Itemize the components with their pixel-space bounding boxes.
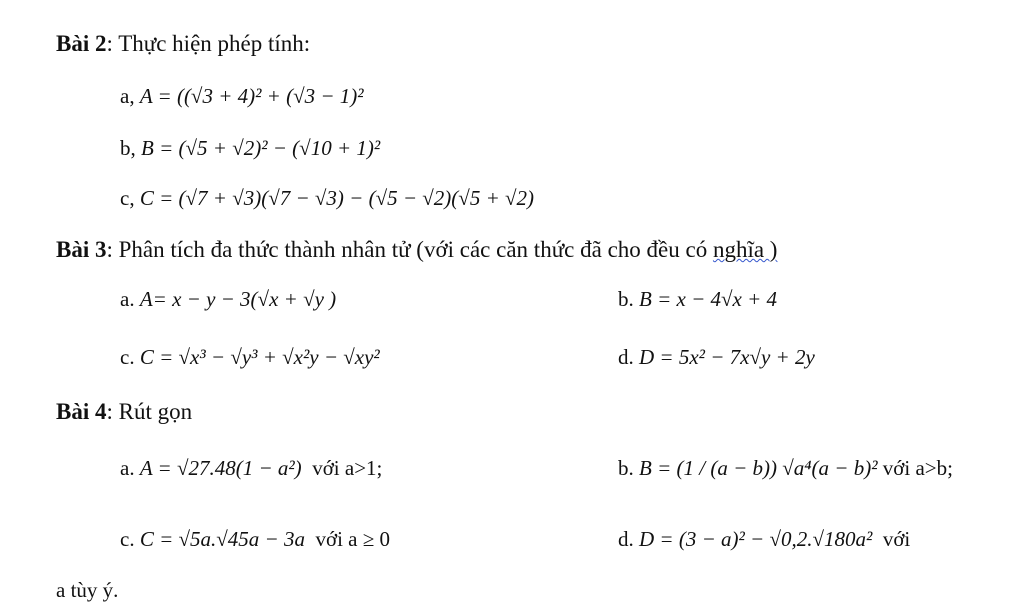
bai3-heading <box>56 236 777 264</box>
bai4-d-prefix: d. <box>618 527 634 551</box>
bai3-a-prefix: a. <box>120 287 135 311</box>
bai2-b-expr: B = (√5 + √2)² − (√10 + 1)² <box>141 136 381 160</box>
bai2-c-expr: C = (√7 + √3)(√7 − √3) − (√5 − √2)(√5 + √2) <box>139 186 535 210</box>
bai3-a-expr: A= x − y − 3(√x + √y ) <box>139 287 337 311</box>
bai4-a-cond: với a>1; <box>312 456 383 480</box>
bai2-title: : Thực hiện phép tính: <box>106 31 311 56</box>
bai3-item-b <box>618 285 777 313</box>
bai2-c-prefix: c, <box>120 186 135 210</box>
bai4-a-prefix: a. <box>120 456 135 480</box>
bai3-item-a <box>120 285 336 313</box>
bai4-item-d-continuation <box>56 576 118 604</box>
bai2-item-c <box>120 184 534 212</box>
bai4-item-a <box>120 454 382 482</box>
bai4-item-b <box>618 454 953 482</box>
bai4-c-cond: với a ≥ 0 <box>315 527 391 551</box>
bai4-b-prefix: b. <box>618 456 634 480</box>
bai2-b-prefix: b, <box>120 136 136 160</box>
bai4-title: : Rút gọn <box>106 399 193 424</box>
bai4-d-cond-cont: a tùy ý. <box>56 578 119 602</box>
bai4-c-expr: C = √5a.√45a − 3a <box>139 527 305 551</box>
bai2-item-a <box>120 82 364 110</box>
bai3-title: : Phân tích đa thức thành nhân tử (với các căn thức đã cho đều có <box>106 237 713 262</box>
bai2-a-prefix: a, <box>120 84 135 108</box>
bai3-c-prefix: c. <box>120 345 135 369</box>
bai3-b-expr: B = x − 4√x + 4 <box>639 287 778 311</box>
bai4-b-expr: B = (1 / (a − b)) √a⁴(a − b)² <box>639 456 878 480</box>
bai4-d-expr: D = (3 − a)² − √0,2.√180a² <box>639 527 873 551</box>
bai4-label: Bài 4 <box>56 399 107 424</box>
bai4-heading <box>56 398 192 426</box>
bai4-c-prefix: c. <box>120 527 135 551</box>
bai4-item-d <box>618 525 910 553</box>
bai4-item-c <box>120 525 390 553</box>
bai2-item-b <box>120 134 380 162</box>
bai3-d-prefix: d. <box>618 345 634 369</box>
bai2-heading <box>56 30 310 58</box>
bai3-item-d <box>618 343 815 371</box>
bai3-title-word: nghĩa ) <box>712 237 778 262</box>
bai3-b-prefix: b. <box>618 287 634 311</box>
bai2-label: Bài 2 <box>56 31 107 56</box>
bai3-item-c <box>120 343 380 371</box>
bai4-a-expr: A = √27.48(1 − a²) <box>139 456 302 480</box>
bai3-c-expr: C = √x³ − √y³ + √x²y − √xy² <box>139 345 380 369</box>
bai4-d-cond: với <box>882 527 911 551</box>
bai2-a-expr: A = ((√3 + 4)² + (√3 − 1)² <box>139 84 364 108</box>
bai3-label: Bài 3 <box>56 237 107 262</box>
bai3-d-expr: D = 5x² − 7x√y + 2y <box>639 345 815 369</box>
bai4-b-cond: với a>b; <box>882 456 953 480</box>
